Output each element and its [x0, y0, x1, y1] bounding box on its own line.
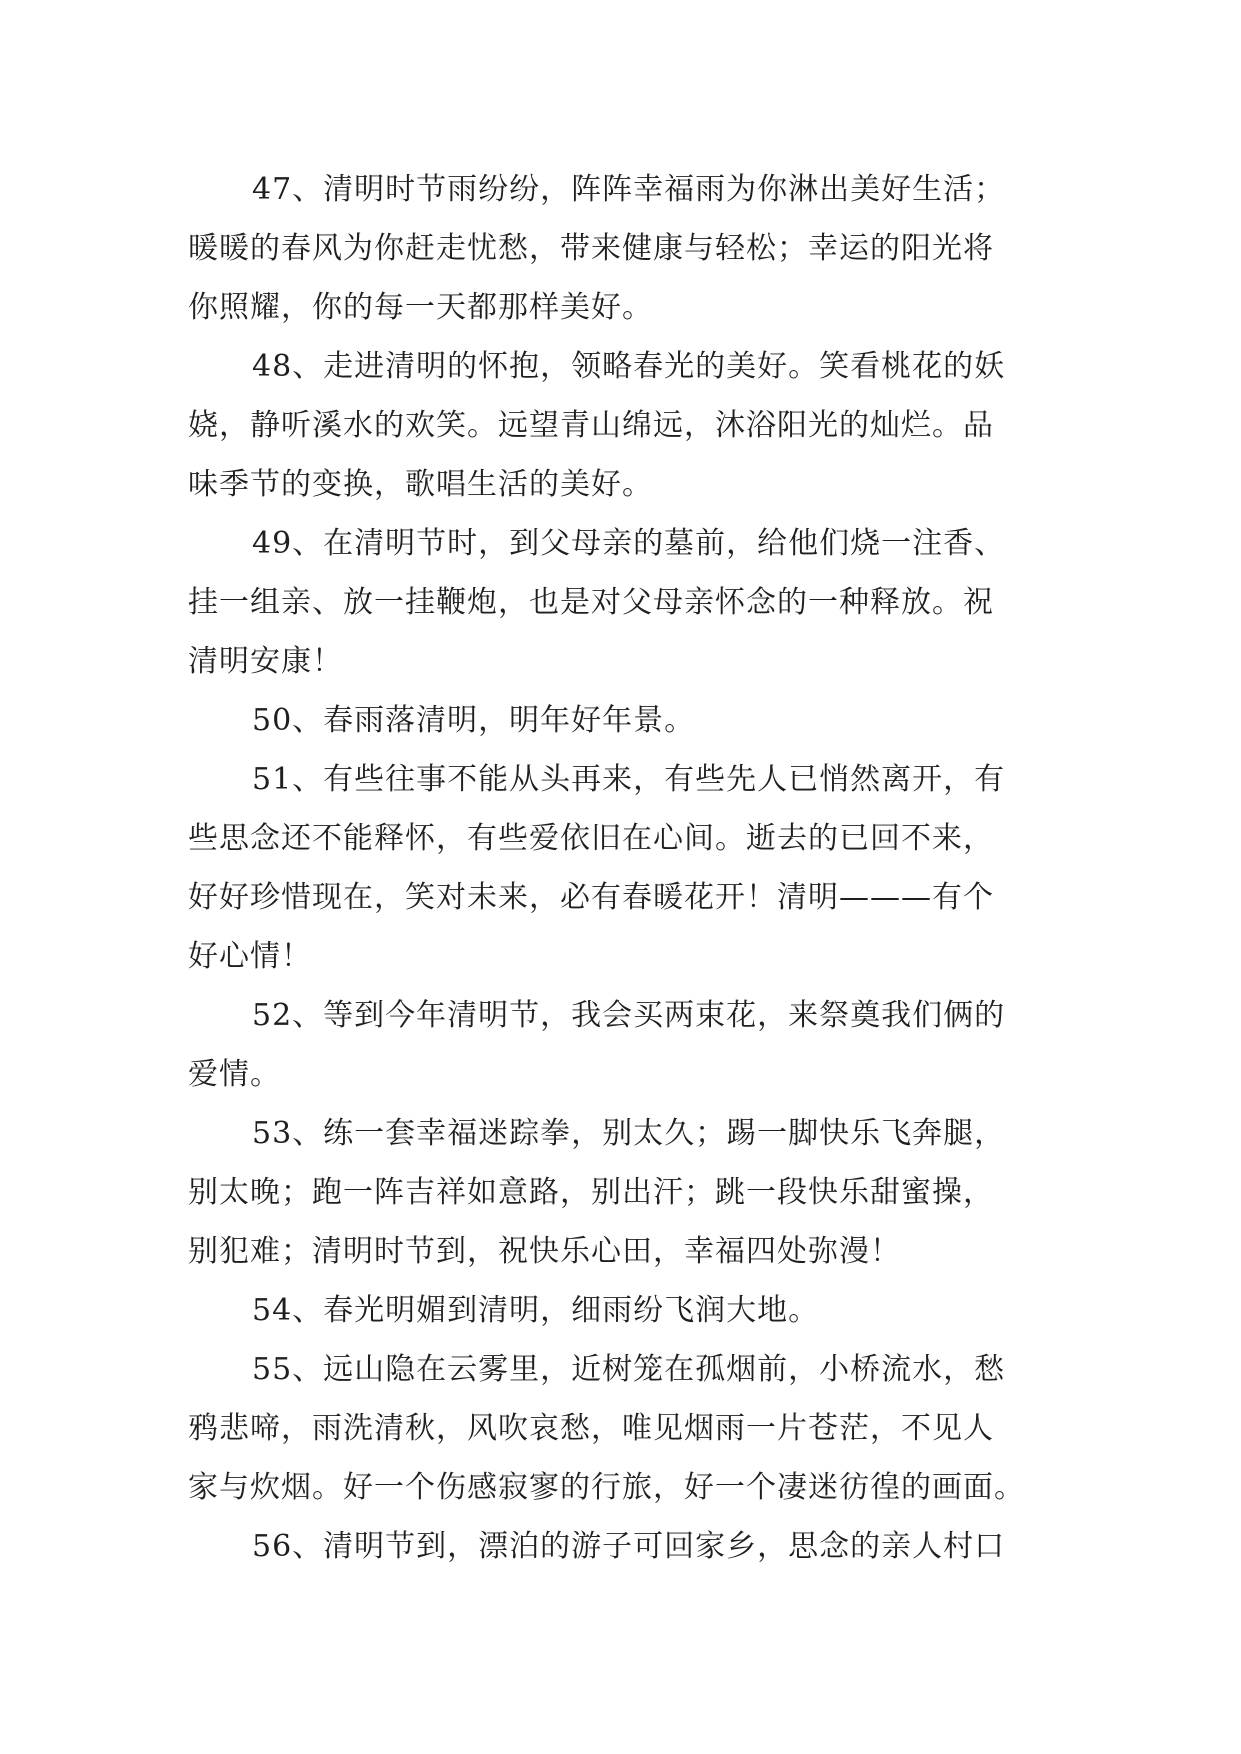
paragraph-48-line-1: 48、走进清明的怀抱，领略春光的美好。笑看桃花的妖: [252, 349, 1006, 384]
document-body: [188, 160, 1078, 1576]
paragraph-51-line-4: 好心情！: [188, 939, 312, 974]
paragraph-47-line-2: 暖暖的春风为你赶走忧愁，带来健康与轻松；幸运的阳光将: [188, 231, 994, 266]
paragraph-49-line-3: 清明安康！: [188, 644, 343, 679]
paragraph-51-line-1: 51、有些往事不能从头再来，有些先人已悄然离开，有: [252, 762, 1006, 797]
paragraph-55-line-1: 55、远山隐在云雾里，近树笼在孤烟前，小桥流水，愁: [252, 1352, 1006, 1387]
paragraph-49-line-2: 挂一组亲、放一挂鞭炮，也是对父母亲怀念的一种释放。祝: [188, 585, 994, 620]
paragraph-53-line-2: 别太晚；跑一阵吉祥如意路，别出汗；跳一段快乐甜蜜操，: [188, 1175, 994, 1210]
paragraph-47-line-3: 你照耀，你的每一天都那样美好。: [188, 290, 653, 325]
paragraph-48-line-3: 味季节的变换，歌唱生活的美好。: [188, 467, 653, 502]
paragraph-54-line-1: 54、春光明媚到清明，细雨纷飞润大地。: [252, 1293, 820, 1328]
paragraph-49-line-1: 49、在清明节时，到父母亲的墓前，给他们烧一注香、: [252, 526, 1006, 561]
paragraph-55-line-3: 家与炊烟。好一个伤感寂寥的行旅，好一个凄迷彷徨的画面。: [188, 1470, 1025, 1505]
paragraph-55-line-2: 鸦悲啼，雨洗清秋，风吹哀愁，唯见烟雨一片苍茫，不见人: [188, 1411, 994, 1446]
paragraph-48-line-2: 娆，静听溪水的欢笑。远望青山绵远，沐浴阳光的灿烂。品: [188, 408, 994, 443]
paragraph-52-line-2: 爱情。: [188, 1057, 281, 1092]
paragraph-51-line-2: 些思念还不能释怀，有些爱依旧在心间。逝去的已回不来，: [188, 821, 994, 856]
paragraph-53-line-3: 别犯难；清明时节到，祝快乐心田，幸福四处弥漫！: [188, 1234, 901, 1269]
paragraph-51-line-3: 好好珍惜现在，笑对未来，必有春暖花开！清明———有个: [188, 880, 994, 915]
paragraph-52-line-1: 52、等到今年清明节，我会买两束花，来祭奠我们俩的: [252, 998, 1006, 1033]
paragraph-47-line-1: 47、清明时节雨纷纷，阵阵幸福雨为你淋出美好生活；: [252, 172, 1006, 207]
paragraph-53-line-1: 53、练一套幸福迷踪拳，别太久；踢一脚快乐飞奔腿，: [252, 1116, 1006, 1151]
paragraph-56-line-1: 56、清明节到，漂泊的游子可回家乡，思念的亲人村口: [252, 1529, 1006, 1564]
paragraph-50-line-1: 50、春雨落清明，明年好年景。: [252, 703, 696, 738]
